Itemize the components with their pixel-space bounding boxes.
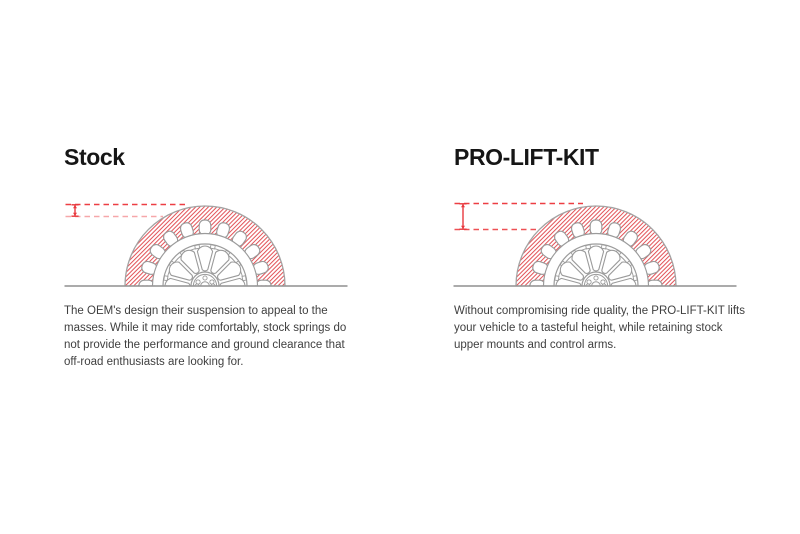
tire-illustration xyxy=(125,206,285,288)
pro-lift-kit-panel-title: PRO-LIFT-KIT xyxy=(454,144,599,170)
pro-lift-kit-suspension-diagram xyxy=(453,185,737,288)
lift-measurement-indicator xyxy=(459,204,466,229)
stock-panel-title: Stock xyxy=(64,144,125,170)
tire-illustration xyxy=(516,206,676,288)
pro-lift-kit-panel-description: Without compromising ride quality, the PRO-LIFT-KIT lifts your vehicle to a tasteful height, while retaining stock upper mounts and control arms. xyxy=(454,305,745,351)
lift-measurement-indicator xyxy=(71,205,78,216)
stock-suspension-diagram xyxy=(64,185,348,288)
stock-panel-description: The OEM's design their suspension to appeal to the masses. While it may ride comfortably, stock springs do not provide the performance and ground clearance that off-road enthusiasts are looking for. xyxy=(64,305,347,368)
